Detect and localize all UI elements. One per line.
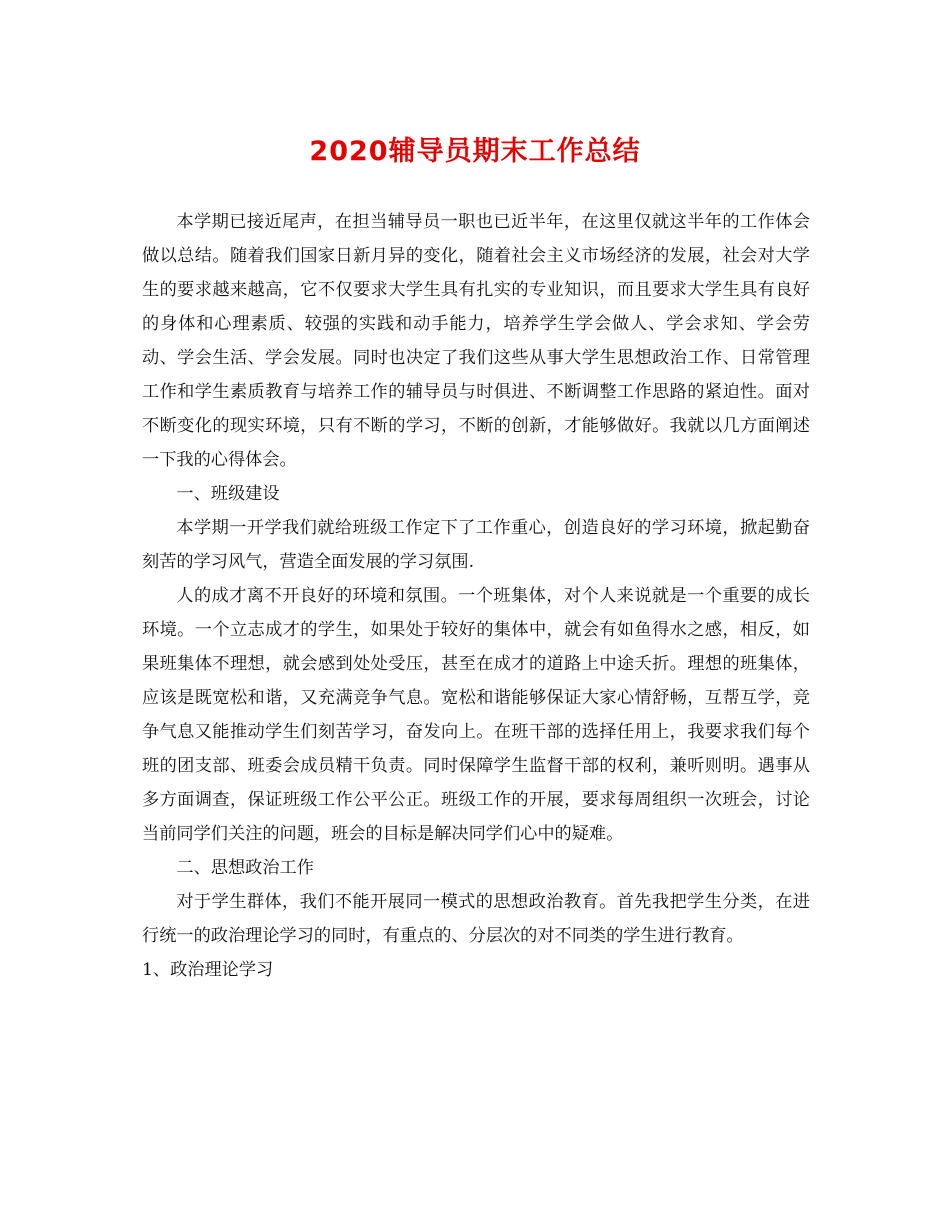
paragraph-class-focus: 本学期一开学我们就给班级工作定下了工作重心，创造良好的学习环境，掀起勤奋刻苦的学习风气，营造全面发展的学习氛围. [142,518,810,572]
subheading-political-theory: 1、政治理论学习 [142,960,274,980]
document-body [142,205,810,987]
paragraph-intro: 本学期已接近尾声，在担当辅导员一职也已近半年，在这里仅就这半年的工作体会做以总结。随着我们国家日新月异的变化，随着社会主义市场经济的发展，社会对大学生的要求越来越高，它不仅要求大学生具有扎实的专业知识，而且要求大学生具有良好的身体和心理素质、较强的实践和动手能力，培养学生学会做人、学会求知、学会劳动、学会生活、学会发展。同时也决定了我们这些从事大学生思想政治工作、日常管理工作和学生素质教育与培养工作的辅导员与时俱进、不断调整工作思路的紧迫性。面对不断变化的现实环境，只有不断的学习，不断的创新，才能够做好。我就以几方面阐述一下我的心得体会。 [142,212,810,470]
paragraph-class-environment: 人的成才离不开良好的环境和氛围。一个班集体，对个人来说就是一个重要的成长环境。一个立志成才的学生，如果处于较好的集体中，就会有如鱼得水之感，相反，如果班集体不理想，就会感到处处受压，甚至在成才的道路上中途夭折。理想的班集体，应该是既宽松和谐，又充满竞争气息。宽松和谐能够保证大家心情舒畅，互帮互学，竞争气息又能推动学生们刻苦学习，奋发向上。在班干部的选择任用上，我要求我们每个班的团支部、班委会成员精干负责。同时保障学生监督干部的权利，兼听则明。遇事从多方面调查，保证班级工作公平公正。班级工作的开展，要求每周组织一次班会，讨论当前同学们关注的问题，班会的目标是解决同学们心中的疑难。 [142,586,810,844]
section-heading-ideological-work: 二、思想政治工作 [176,858,314,878]
section-heading-class-building: 一、班级建设 [176,484,280,504]
paragraph-ideological-approach: 对于学生群体，我们不能开展同一模式的思想政治教育。首先我把学生分类，在进行统一的政治理论学习的同时，有重点的、分层次的对不同类的学生进行教育。 [142,892,810,946]
document-title: 2020辅导员期末工作总结 [309,136,641,167]
